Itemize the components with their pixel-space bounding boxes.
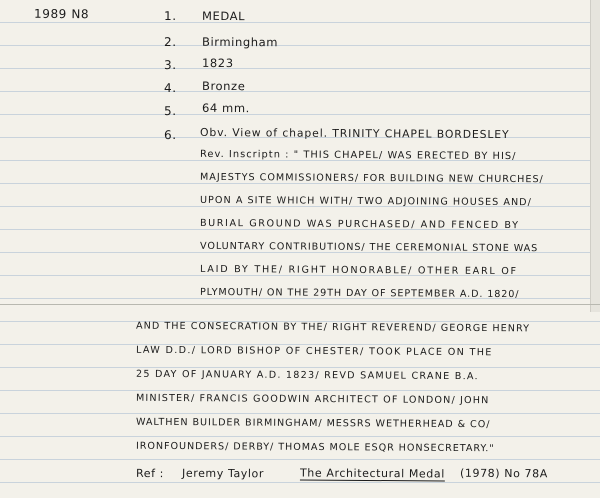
inscription-line: Rev. Inscriptn : " THIS CHAPEL/ WAS ERECTED BY HIS/ [199, 148, 517, 163]
inscription-continued-line: AND THE CONSECRATION BY THE/ RIGHT REVEREND/ GEORGE HENRY [135, 320, 531, 335]
catalog-ref: 1989 N8 [33, 6, 90, 22]
item-number: 1. [163, 8, 177, 24]
inscription-continued-line: MINISTER/ FRANCIS GOODWIN ARCHITECT OF LONDON/ JOHN [135, 392, 490, 407]
inscription-line: UPON A SITE WHICH WITH/ TWO ADJOINING HOUSES AND/ [199, 194, 532, 209]
paper-seam [0, 304, 600, 305]
paper-edge [590, 0, 600, 312]
inscription-line: LAID BY THE/ RIGHT HONORABLE/ OTHER EARL OF [199, 263, 518, 278]
item-number: 5. [163, 103, 177, 119]
inscription-line: MAJESTYS COMMISSIONERS/ FOR BUILDING NEW CHURCHES/ [199, 171, 544, 186]
inscription-continued-line: LAW D.D./ LORD BISHOP OF CHESTER/ TOOK PLACE ON THE [135, 344, 493, 359]
reference-prefix: Ref : [135, 466, 165, 481]
reference-title: The Architectural Medal [299, 466, 445, 481]
inscription-continued-line: IRONFOUNDERS/ DERBY/ THOMAS MOLE ESQR HONSECRETARY." [135, 440, 495, 455]
inscription-line: VOLUNTARY CONTRIBUTIONS/ THE CEREMONIAL STONE WAS [199, 240, 539, 255]
inscription-line: PLYMOUTH/ ON THE 29TH DAY OF SEPTEMBER A.D. 1820/ [199, 286, 520, 301]
reference-author: Jeremy Taylor [181, 466, 265, 481]
item-number: 3. [163, 57, 177, 73]
item-text: 1823 [201, 55, 234, 71]
inscription-continued-line: 25 DAY OF JANUARY A.D. 1823/ REVD SAMUEL CRANE B.A. [135, 368, 479, 383]
obverse-description: Obv. View of chapel. TRINITY CHAPEL BORDESLEY [199, 125, 510, 142]
item-text: Bronze [201, 78, 246, 94]
item-number: 2. [163, 34, 177, 50]
item-number: 4. [163, 80, 177, 96]
inscription-line: BURIAL GROUND WAS PURCHASED/ AND FENCED BY [199, 217, 520, 232]
item-text: 64 mm. [201, 100, 251, 116]
item-number: 6. [163, 127, 177, 143]
item-text: Birmingham [201, 34, 279, 50]
inscription-continued-line: WALTHEN BUILDER BIRMINGHAM/ MESSRS WETHERHEAD & CO/ [135, 416, 491, 431]
reference-details: (1978) No 78A [459, 466, 548, 481]
item-text: MEDAL [201, 8, 246, 24]
